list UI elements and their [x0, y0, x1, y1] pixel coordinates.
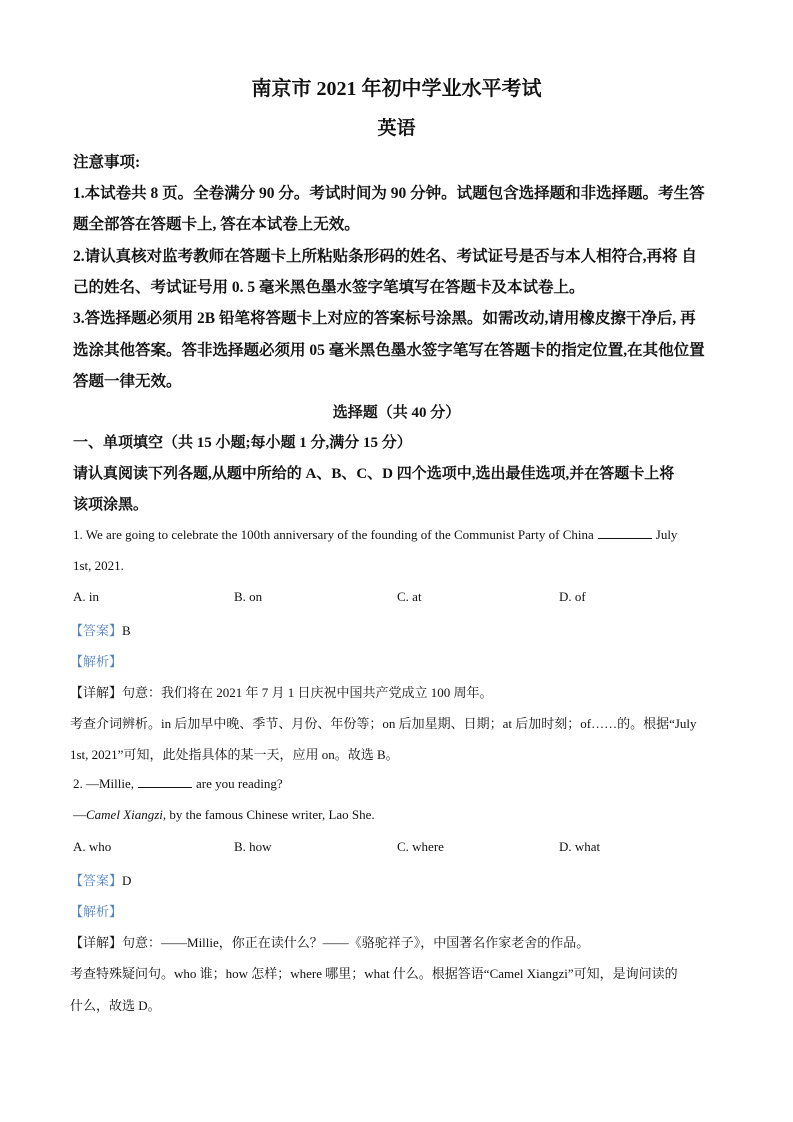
stem-text: are you reading?	[196, 776, 283, 791]
option-c: C. at	[397, 589, 422, 604]
detail-tag: 【详解】	[70, 935, 123, 950]
detail-text: 句意：——Millie，你正在读什么？——《骆驼祥子》，中国著名作家老舍的作品。	[122, 935, 590, 950]
detail-line	[70, 682, 493, 701]
option-a: A. who	[73, 839, 112, 854]
question-stem	[73, 776, 283, 792]
analysis-label: 【解析】	[70, 904, 123, 919]
stem-text: 2. —Millie,	[73, 776, 135, 791]
stem-text: July	[655, 527, 678, 542]
stem-text: , by the famous Chinese writer, Lao She.	[162, 807, 375, 822]
question-stem-cont: 1st, 2021.	[73, 558, 124, 573]
detail-text: 句意：我们将在 2021 年 7 月 1 日庆祝中国共产党成立 100 周年。	[122, 685, 493, 700]
option-b: B. on	[234, 589, 263, 604]
analysis-label: 【解析】	[70, 654, 123, 669]
part-instruction: 请认真阅读下列各题,从题中所给的 A、B、C、D 四个选项中,选出最佳选项,并在答题卡上将	[73, 466, 675, 482]
answer-tag: 【答案】	[70, 873, 123, 888]
option-d: D. of	[559, 589, 586, 604]
exam-subject: 英语	[377, 118, 416, 139]
stem-text: 1. We are going to celebrate the 100th anniversary of the founding of the Communist Party of China	[73, 527, 594, 542]
answer-blank	[598, 528, 652, 539]
notice-line: 2.请认真核对监考教师在答题卡上所粘贴条形码的姓名、考试证号是否与本人相符合,再将 自	[73, 248, 697, 265]
notice-heading: 注意事项:	[73, 154, 141, 171]
section-heading: 选择题（共 40 分）	[332, 405, 461, 421]
option-c: C. where	[397, 839, 444, 854]
notice-line: 题全部答在答题卡上, 答在本试卷上无效。	[73, 216, 360, 233]
dash: —	[73, 807, 86, 822]
answer-label	[70, 620, 131, 639]
notice-line: 答题一律无效。	[73, 373, 182, 390]
option-d: D. what	[559, 839, 601, 854]
notice-line: 3.答选择题必须用 2B 铅笔将答题卡上对应的答案标号涂黑。如需改动,请用橡皮擦干净后, 再	[73, 310, 696, 327]
answer-label	[70, 870, 131, 889]
answer-blank	[138, 777, 192, 788]
part-heading: 一、单项填空（共 15 小题;每小题 1 分,满分 15 分）	[73, 435, 412, 451]
answer-value: D	[122, 873, 132, 888]
option-a: A. in	[73, 589, 99, 604]
option-b: B. how	[234, 839, 272, 854]
exam-title: 南京市 2021 年初中学业水平考试	[251, 78, 542, 100]
notice-line: 己的姓名、考试证号用 0. 5 毫米黑色墨水签字笔填写在答题卡及本试卷上。	[73, 279, 585, 296]
question-stem-cont	[73, 807, 375, 823]
detail-line	[70, 932, 589, 951]
notice-line: 选涂其他答案。答非选择题必须用 05 毫米黑色墨水签字笔写在答题卡的指定位置,在其他位置	[73, 342, 705, 359]
detail-tag: 【详解】	[70, 685, 123, 700]
detail-line: 1st, 2021”可知，此处指具体的某一天，应用 on。故选 B。	[70, 747, 399, 762]
detail-line: 什么，故选 D。	[70, 998, 161, 1013]
detail-line: 考查特殊疑问句。who 谁；how 怎样；where 哪里；what 什么。根据答语“Camel Xiangzi”可知，是询问读的	[70, 966, 678, 981]
book-title: Camel Xiangzi	[86, 807, 163, 822]
part-instruction: 该项涂黑。	[73, 497, 149, 513]
answer-tag: 【答案】	[70, 623, 123, 638]
notice-line: 1.本试卷共 8 页。全卷满分 90 分。考试时间为 90 分钟。试题包含选择题和非选择题。考生答	[73, 185, 705, 202]
question-stem	[73, 527, 677, 543]
answer-value: B	[122, 623, 131, 638]
detail-line: 考查介词辨析。in 后加早中晚、季节、月份、年份等；on 后加星期、日期；at 后加时刻；of……的。根据“July	[70, 716, 697, 731]
